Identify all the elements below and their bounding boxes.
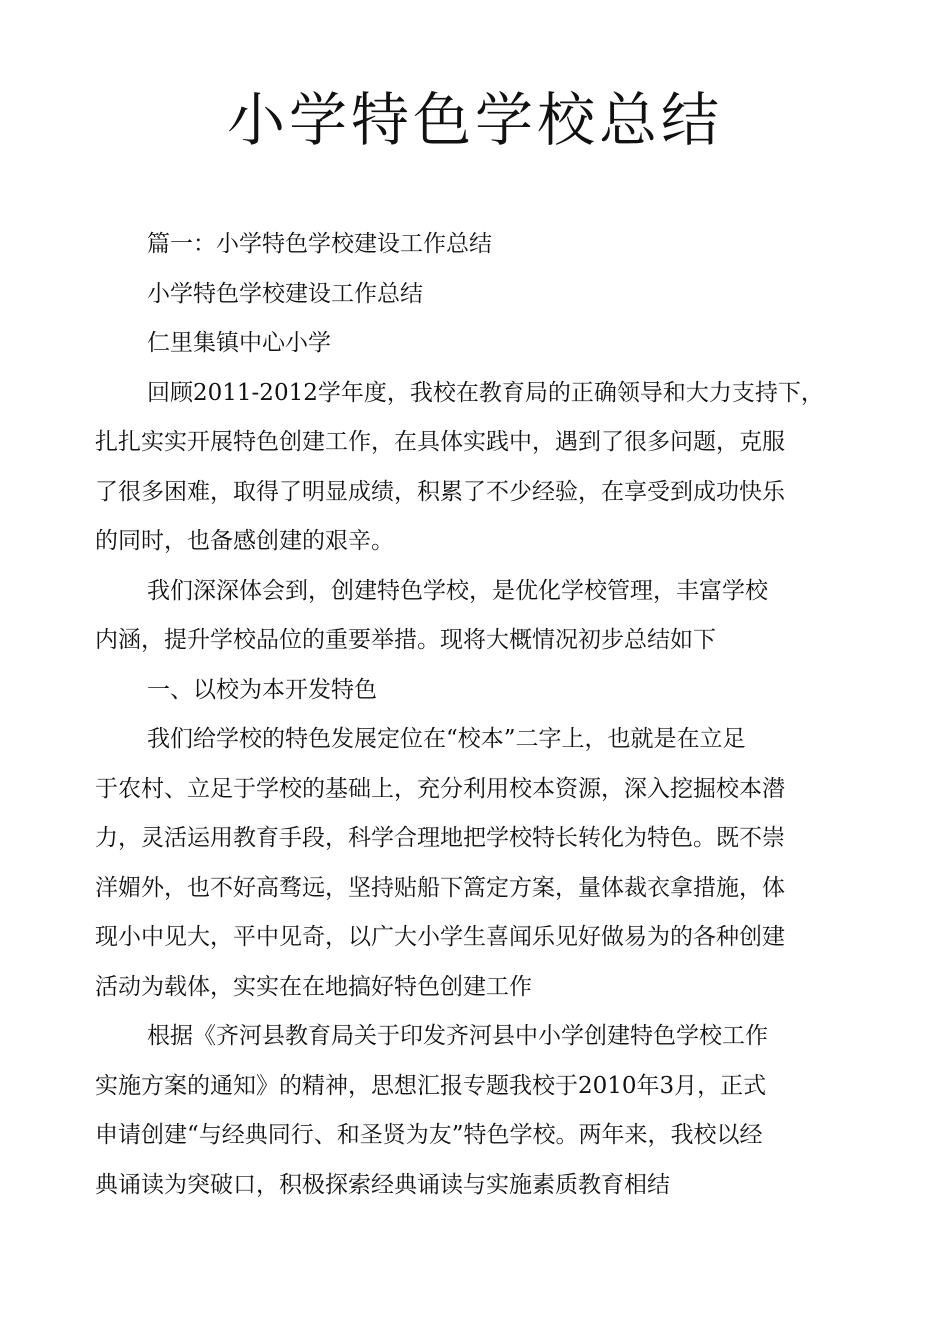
paragraph-line: 内涵，提升学校品位的重要举措。现将大概情况初步总结如下 xyxy=(95,627,716,653)
paragraph-line: 力，灵活运用教育手段，科学合理地把学校特长转化为特色。既不崇 xyxy=(95,825,785,851)
paragraph-line: 活动为载体，实实在在地搞好特色创建工作 xyxy=(95,973,532,1000)
document-title: 小学特色学校总结 xyxy=(226,86,723,154)
paragraph-line: 申请创建“与经典同行、和圣贤为友”特色学校。两年来，我校以经 xyxy=(95,1122,763,1148)
paragraph-line: 典诵读为突破口，积极探索经典诵读与实施素质教育相结 xyxy=(95,1171,670,1198)
paragraph-start-line: 我们深深体会到，创建特色学校，是优化学校管理，丰富学校 xyxy=(147,577,768,604)
paragraph-line: 的同时，也备感创建的艰辛。 xyxy=(95,528,394,554)
document-body xyxy=(95,220,865,1210)
paragraph-start-line: 仁里集镇中心小学 xyxy=(147,330,331,356)
paragraph-start-line: 根据《齐河县教育局关于印发齐河县中小学创建特色学校工作 xyxy=(147,1023,768,1049)
paragraph-line: 扎扎实实开展特色创建工作，在具体实践中，遇到了很多问题，克服 xyxy=(95,429,785,455)
paragraph-line: 了很多困难，取得了明显成绩，积累了不少经验，在享受到成功快乐 xyxy=(95,478,785,505)
paragraph-line: 实施方案的通知》的精神，思想汇报专题我校于2010年3月，正式 xyxy=(95,1072,767,1099)
paragraph-line: 于农村、立足于学校的基础上，充分利用校本资源，深入挖掘校本潜 xyxy=(95,775,785,802)
paragraph-start-line: 回顾2011-2012学年度，我校在教育局的正确领导和大力支持下， xyxy=(147,379,824,406)
paragraph-start-line: 小学特色学校建设工作总结 xyxy=(147,280,423,307)
paragraph-start-line: 篇一：小学特色学校建设工作总结 xyxy=(147,231,492,257)
paragraph-start-line: 一、以校为本开发特色 xyxy=(147,676,377,703)
paragraph-line: 现小中见大，平中见奇，以广大小学生喜闻乐见好做易为的各种创建 xyxy=(95,924,785,950)
paragraph-start-line: 我们给学校的特色发展定位在“校本”二字上，也就是在立足 xyxy=(147,726,746,752)
paragraph-line: 洋媚外，也不好高骛远，坚持贴船下篙定方案，量体裁衣拿措施，体 xyxy=(95,874,785,901)
